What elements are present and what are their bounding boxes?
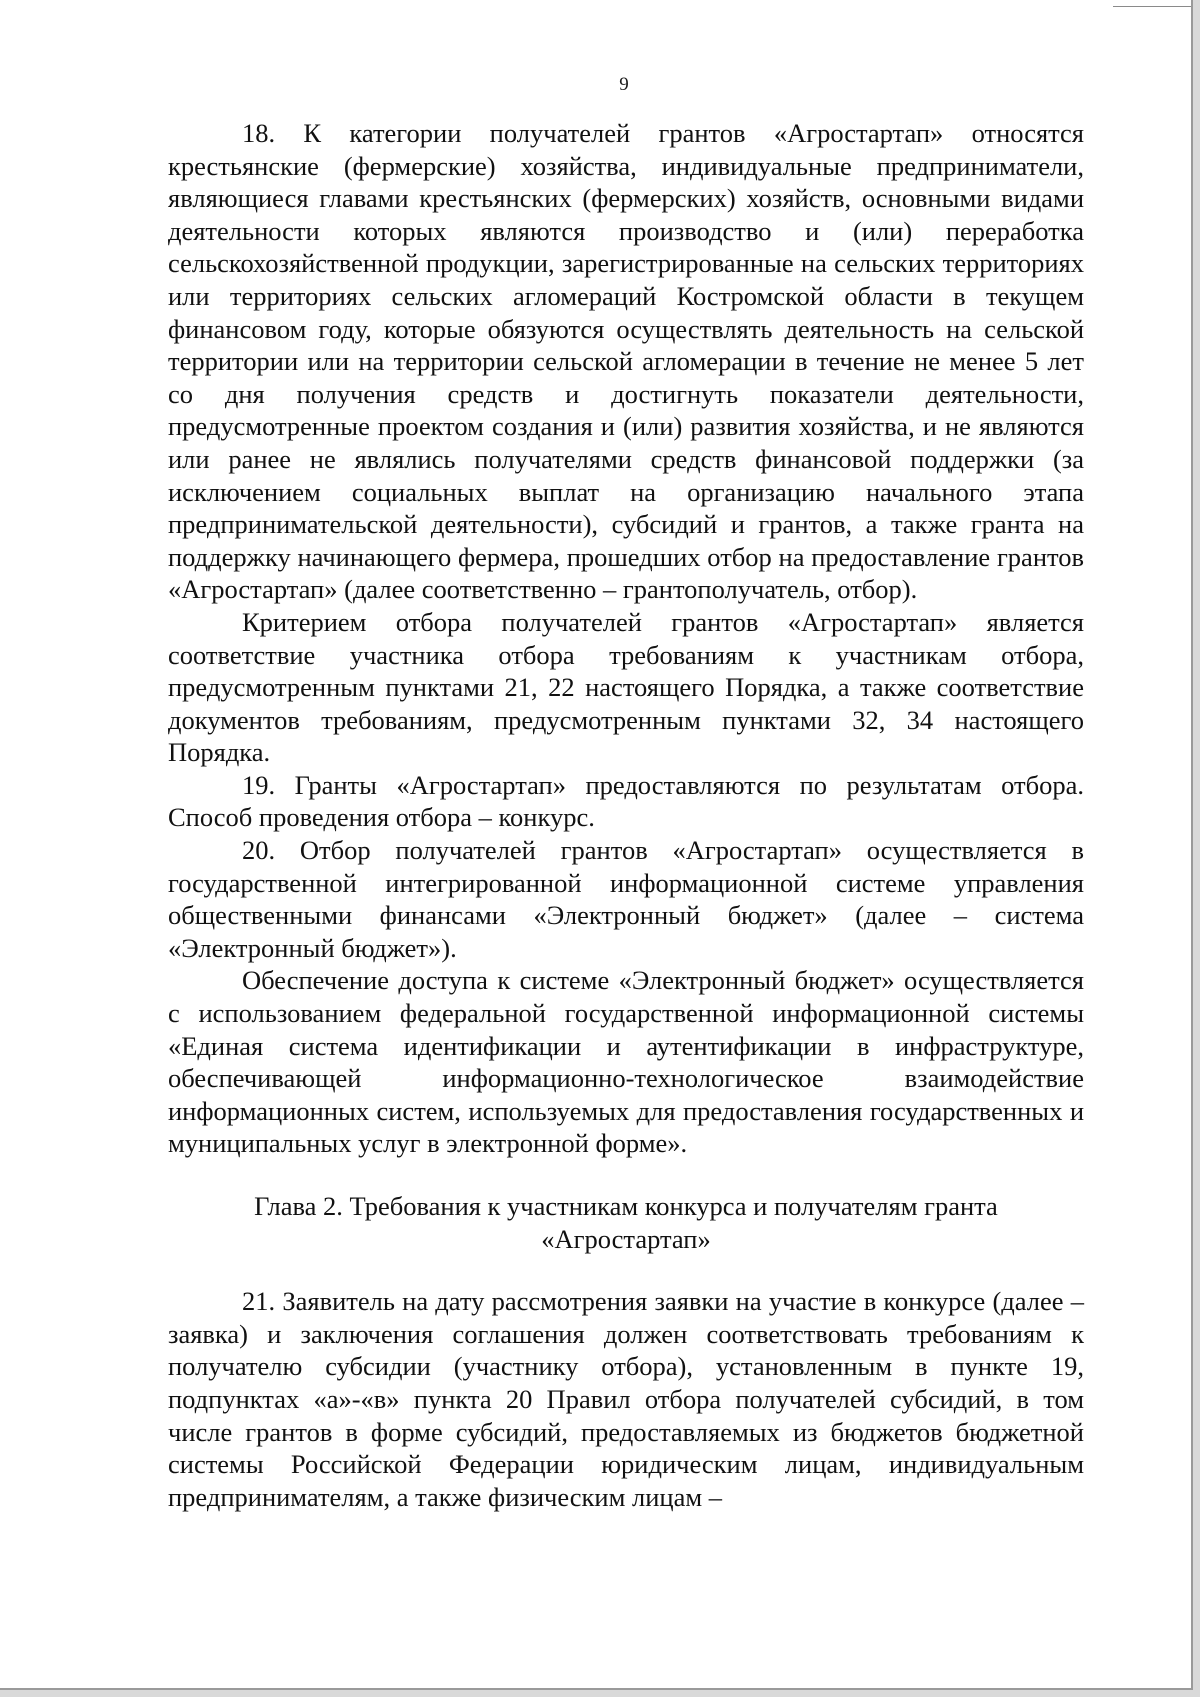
paragraph-20: 20. Отбор получателей грантов «Агростартап» осуществляется в государственной интегрированной информационной системе управления общественными финансами «Электронный бюджет» (далее – система «Электронный бюджет»).: [168, 835, 1084, 963]
chapter-heading: [168, 1190, 1084, 1255]
paragraph-18-criteria: Критерием отбора получателей грантов «Агростартап» является соответствие участника отбора требованиям к участникам отбора, предусмотренным пунктами 21, 22 настоящего Порядка, а также соответствие документов требованиям, предусмотренным пунктами 32, 34 настоящего Порядка.: [168, 606, 1084, 768]
chapter-heading-line-2: «Агростартап»: [541, 1223, 711, 1254]
chapter-heading-line-1: Глава 2. Требования к участникам конкурса и получателям гранта: [254, 1191, 998, 1221]
paragraph-20-access: Обеспечение доступа к системе «Электронный бюджет» осуществляется с использованием федеральной государственной информационной системы «Единая система идентификации и аутентификации в инфраструктуре, обеспечивающей информационно-технологическое взаимодействие информационных систем, используемых для предоставления государственных и муниципальных услуг в электронной форме».: [168, 965, 1084, 1159]
paragraph-19: 19. Гранты «Агростартап» предоставляются по результатам отбора. Способ проведения отбора – конкурс.: [168, 769, 1084, 833]
paragraph-18: 18. К категории получателей грантов «Агростартап» относятся крестьянские (фермерские) хозяйства, индивидуальные предприниматели, являющиеся главами крестьянских (фермерских) хозяйств, основными видами деятельности которых являются производство и (или) переработка сельскохозяйственной продукции, зарегистрированные на сельских территориях или территориях сельских агломераций Костромской области в текущем финансовом году, которые обязуются осуществлять деятельность на сельской территории или на территории сельской агломерации в течение не менее 5 лет со дня получения средств и достигнуть показатели деятельности, предусмотренные проектом создания и (или) развития хозяйства, и не являются или ранее не являлись получателями средств финансовой поддержки (за исключением социальных выплат на организацию начального этапа предпринимательской деятельности), субсидий и грантов, а также гранта на поддержку начинающего фермера, прошедших отбор на предоставление грантов «Агростартап» (далее соответственно – грантополучатель, отбор).: [168, 118, 1084, 605]
page-number: 9: [619, 74, 629, 95]
paragraph-21: 21. Заявитель на дату рассмотрения заявки на участие в конкурсе (далее – заявка) и заключения соглашения должен соответствовать требованиям к получателю субсидии (участнику отбора), установленным в пункте 19, подпунктах «а»-«в» пункта 20 Правил отбора получателей субсидий, в том числе грантов в форме субсидий, предоставляемых из бюджетов бюджетной системы Российской Федерации юридическим лицам, индивидуальным предпринимателям, а также физическим лицам –: [168, 1286, 1084, 1512]
document-body: [168, 117, 1084, 1513]
scan-edge-mark: [1113, 6, 1191, 7]
